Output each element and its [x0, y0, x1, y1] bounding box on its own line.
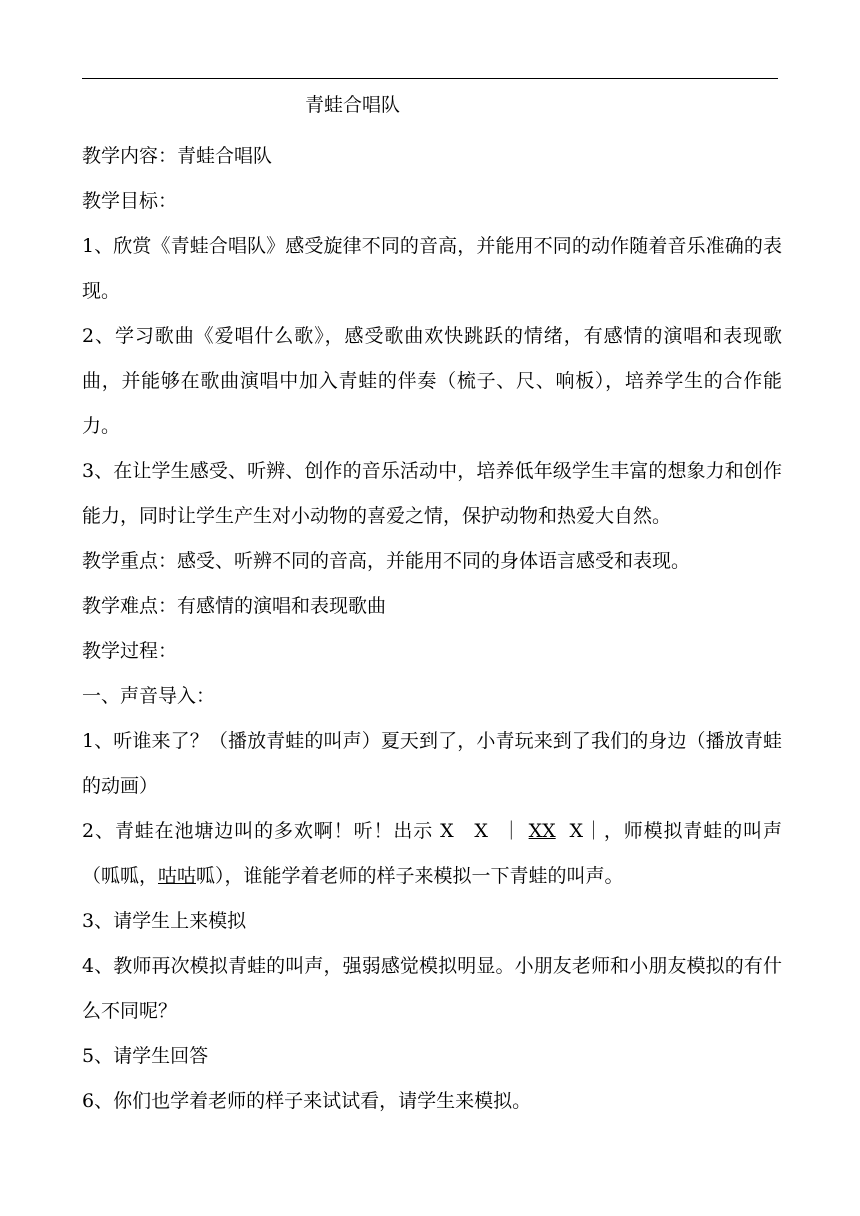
underlined-frog-sound: 咕咕 — [158, 865, 197, 887]
paragraph-teaching-goals-heading: 教学目标： — [82, 190, 178, 212]
paragraph-key-point: 教学重点：感受、听辨不同的音高，并能用不同的身体语言感受和表现。 — [82, 550, 691, 572]
paragraph-step-2 — [82, 809, 782, 899]
paragraph-step-1: 1、听谁来了？（播放青蛙的叫声）夏天到了，小青玩来到了我们的身边（播放青蛙的动画） — [82, 730, 782, 797]
document-body — [82, 134, 782, 1124]
paragraph-difficulty: 教学难点：有感情的演唱和表现歌曲 — [82, 595, 387, 617]
rhythm-notation-underlined: XX — [528, 820, 556, 842]
paragraph-teaching-content: 教学内容：青蛙合唱队 — [82, 145, 273, 167]
paragraph-process-heading: 教学过程： — [82, 640, 178, 662]
paragraph-step-3: 3、请学生上来模拟 — [82, 910, 247, 932]
paragraph-goal-1: 1、欣赏《青蛙合唱队》感受旋律不同的音高，并能用不同的动作随着音乐准确的表现。 — [82, 235, 782, 302]
paragraph-goal-2: 2、学习歌曲《爱唱什么歌》，感受歌曲欢快跳跃的情绪，有感情的演唱和表现歌曲，并能够在歌曲演唱中加入青蛙的伴奏（梳子、尺、响板），培养学生的合作能力。 — [82, 325, 782, 437]
paragraph-step-6: 6、你们也学着老师的样子来试试看，请学生来模拟。 — [82, 1090, 532, 1112]
paragraph-step-5: 5、请学生回答 — [82, 1045, 209, 1067]
rhythm-notation-part-b: X｜ — [555, 820, 604, 842]
paragraph-step-4: 4、教师再次模拟青蛙的叫声，强弱感觉模拟明显。小朋友老师和小朋友模拟的有什么不同呢？ — [82, 955, 782, 1022]
document-title: 青蛙合唱队 — [305, 94, 401, 116]
step-2-prefix: 2、青蛙在池塘边叫的多欢啊！听！出示 — [82, 820, 434, 842]
step-2-suffix: 呱），谁能学着老师的样子来模拟一下青蛙的叫声。 — [196, 865, 624, 887]
paragraph-goal-3: 3、在让学生感受、听辨、创作的音乐活动中，培养低年级学生丰富的想象力和创作能力，同时让学生产生对小动物的喜爱之情，保护动物和热爱大自然。 — [82, 460, 782, 527]
rhythm-notation-part-a: X X ｜ — [433, 820, 529, 842]
paragraph-section-1-heading: 一、声音导入： — [82, 685, 216, 707]
header-rule — [82, 78, 778, 79]
step-2-middle: ，师模拟青蛙的叫声（呱呱， — [82, 820, 782, 887]
